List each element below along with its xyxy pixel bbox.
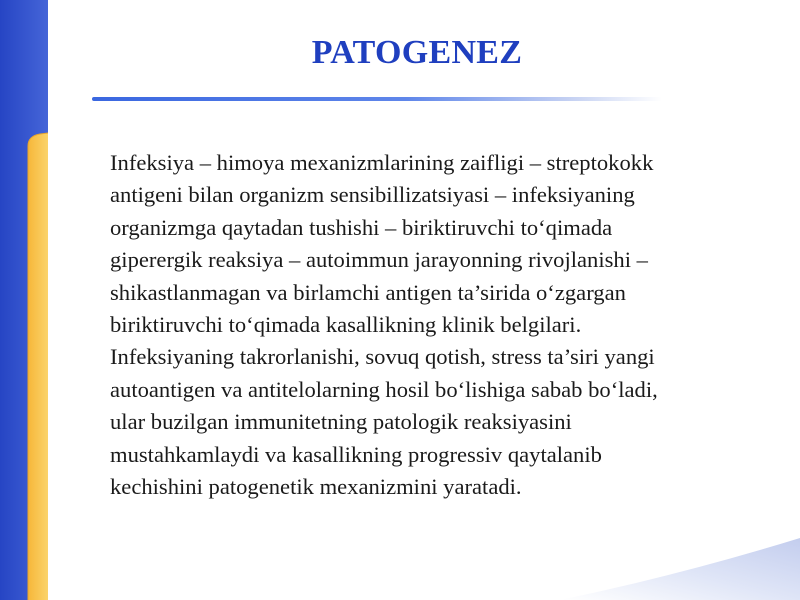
body-line: autoantigen va antitelolarning hosil bo‘lishiga sabab bo‘ladi, — [110, 376, 658, 402]
body-line: antigeni bilan organizm sensibillizatsiyasi – infeksiyaning — [110, 182, 635, 208]
body-line: kechishini patogenetik mexanizmini yaratadi. — [110, 474, 522, 500]
slide-title: PATOGENEZ — [311, 34, 523, 71]
corner-swoosh-decoration — [560, 530, 800, 600]
body-line: biriktiruvchi to‘qimada kasallikning klinik belgilari. — [110, 312, 582, 338]
slide-body — [110, 147, 770, 503]
left-decorative-band — [0, 0, 48, 600]
body-line: mustahkamlaydi va kasallikning progressiv qaytalanib — [110, 441, 602, 467]
body-line: giperergik reaksiya – autoimmun jarayonning rivojlanishi – — [110, 247, 648, 273]
body-line: Infeksiya – himoya mexanizmlarining zaifligi – streptokokk — [110, 150, 654, 175]
title-divider — [92, 97, 662, 101]
body-line: Infeksiyaning takrorlanishi, sovuq qotish, stress ta’siri yangi — [110, 344, 655, 370]
body-line: ular buzilgan immunitetning patologik reaksiyasini — [110, 409, 572, 435]
body-line: organizmga qaytadan tushishi – biriktiruvchi to‘qimada — [110, 214, 613, 240]
body-line: shikastlanmagan va birlamchi antigen ta’sirida o‘zgargan — [110, 279, 626, 305]
